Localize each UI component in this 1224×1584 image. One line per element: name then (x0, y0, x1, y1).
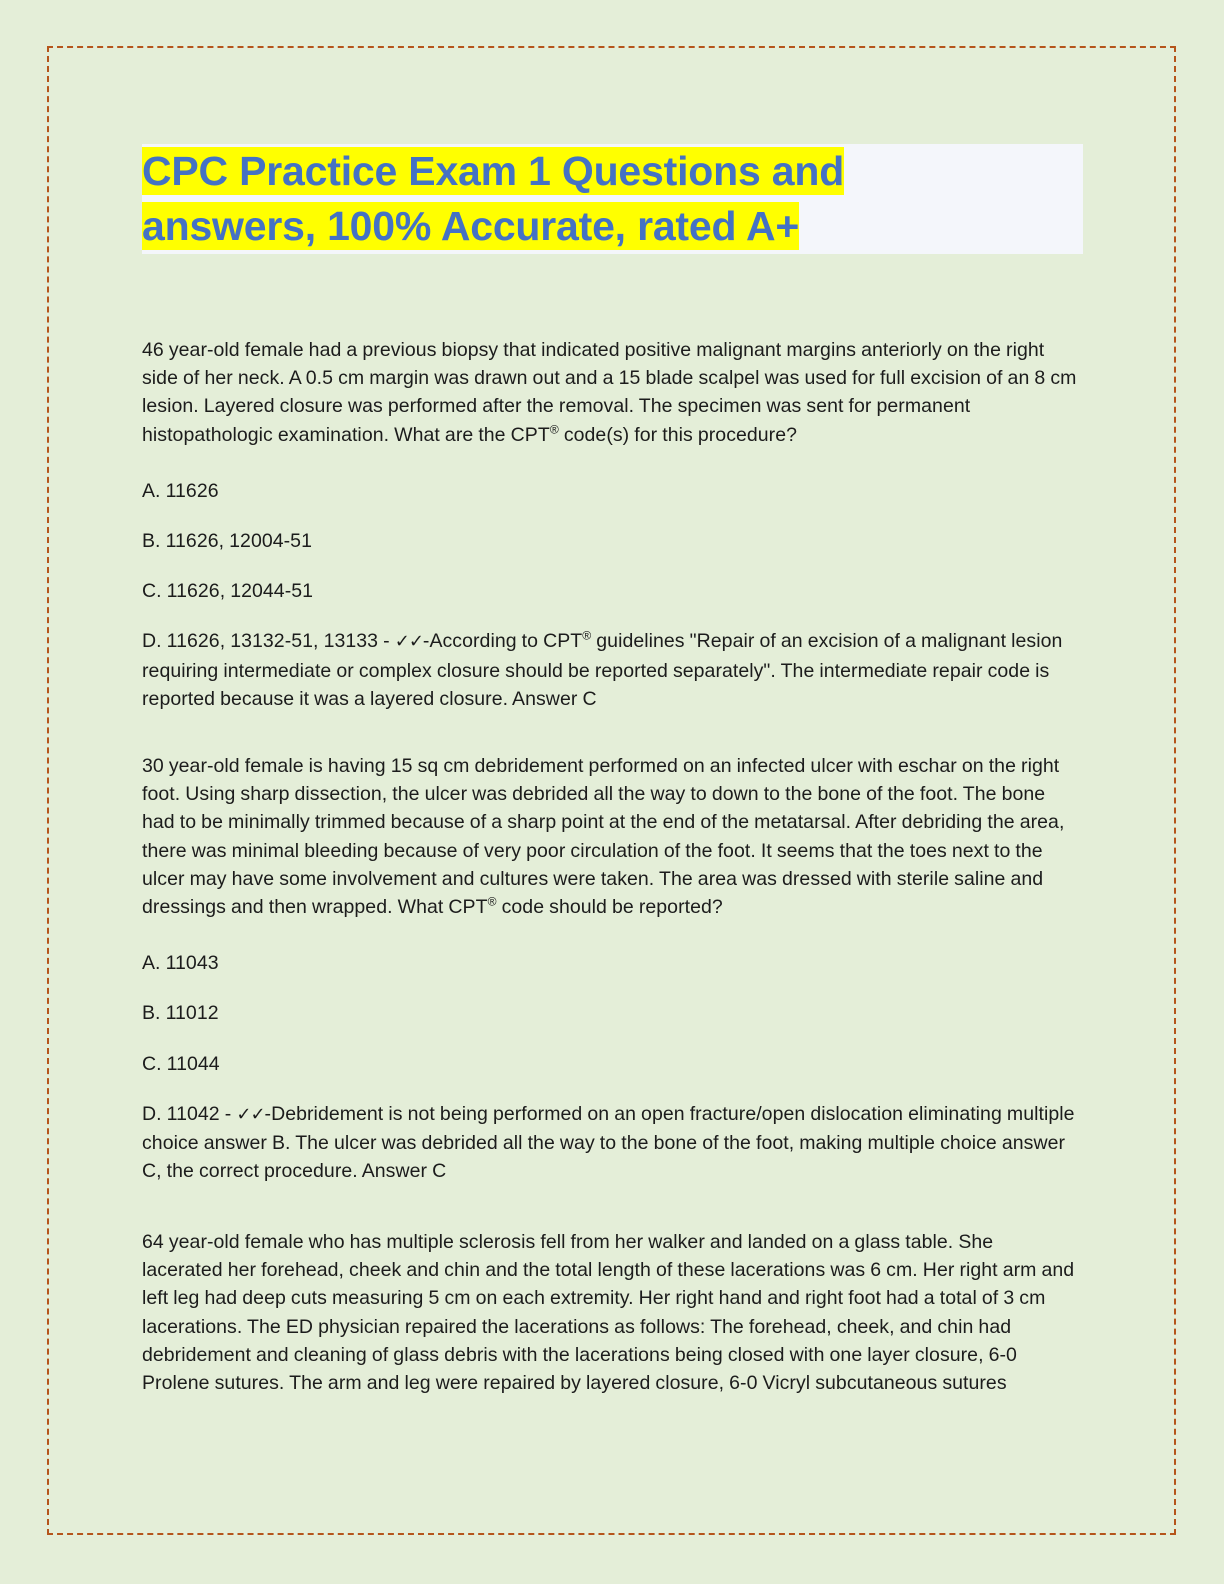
answer-option-b[interactable]: B. 11012 (142, 1002, 219, 1025)
answer-option-c[interactable]: C. 11626, 12044-51 (142, 580, 314, 603)
question-stem: 46 year-old female had a previous biopsy that indicated positive malignant margins anteriorly on the right side of her neck. A 0.5 cm margin was drawn out and a 15 blade scalpel was used for full excision of an 8 cm lesion. Layered closure was performed after the removal. The specimen was sent for permanent histopathologic examination. What are the CPT® code(s) for this procedure? (142, 339, 1077, 446)
answer-rationale: -According to CPT® guidelines "Repair of an excision of a malignant lesion requiring intermediate or complex closure should be reported separately". The intermediate repair code is reported because it was a layered closure. Answer C (142, 628, 1063, 710)
answer-option-c[interactable]: C. 11044 (142, 1052, 220, 1075)
document-title-block (142, 144, 1083, 254)
registered-trademark-icon: ® (582, 628, 592, 643)
question-block-3 (142, 1228, 1077, 1397)
answer-option-a[interactable]: A. 11043 (142, 952, 219, 975)
question-stem: 64 year-old female who has multiple sclerosis fell from her walker and landed on a glass table. She lacerated her forehead, cheek and chin and the total length of these lacerations was 6 cm. Her right arm and left leg had deep cuts measuring 5 cm on each extremity. Her right hand and right foot had a total of 3 cm lacerations. The ED physician repaired the lacerations as follows: The forehead, cheek, and chin had debridement and cleaning of glass debris with the lacerations being closed with one layer closure, 6-0 Prolene sutures. The arm and leg were repaired by layered closure, 6-0 Vicryl subcutaneous sutures (142, 1231, 1075, 1395)
page-title-line-2: answers, 100% Accurate, rated A+ (142, 203, 800, 249)
question-block-1 (142, 336, 1077, 713)
answer-option-d-prefix: D. 11626, 13132-51, 13133 - (142, 630, 395, 653)
checkmark-icon: ✓✓ (394, 631, 423, 653)
answer-option-d-prefix: D. 11042 - (142, 1102, 237, 1125)
answer-option-b[interactable]: B. 11626, 12004-51 (142, 530, 312, 553)
page-title-line-1: CPC Practice Exam 1 Questions and (142, 148, 845, 194)
page-title (142, 144, 1083, 254)
answer-option-d[interactable] (142, 627, 1077, 713)
answer-option-a[interactable]: A. 11626 (142, 479, 219, 502)
checkmark-icon: ✓✓ (236, 1103, 265, 1125)
registered-trademark-icon: ® (487, 894, 497, 909)
question-block-2 (142, 752, 1077, 1185)
answer-rationale: -Debridement is not being performed on an open fracture/open dislocation eliminating multiple choice answer B. The ulcer was debrided all the way to the bone of the foot, making multiple choice answer C, the correct procedure. Answer C (142, 1102, 1075, 1183)
answer-option-d[interactable] (142, 1100, 1077, 1186)
registered-trademark-icon: ® (549, 422, 559, 437)
question-stem: 30 year-old female is having 15 sq cm debridement performed on an infected ulcer with eschar on the right foot. Using sharp dissection, the ulcer was debrided all the way to down to the bone of the foot. The bone had to be minimally trimmed because of a sharp point at the end of the metatarsal. After debriding the area, there was minimal bleeding because of very poor circulation of the foot. It seems that the toes next to the ulcer may have some involvement and cultures were taken. The area was dressed with sterile saline and dressings and then wrapped. What CPT® code should be reported? (142, 755, 1065, 919)
